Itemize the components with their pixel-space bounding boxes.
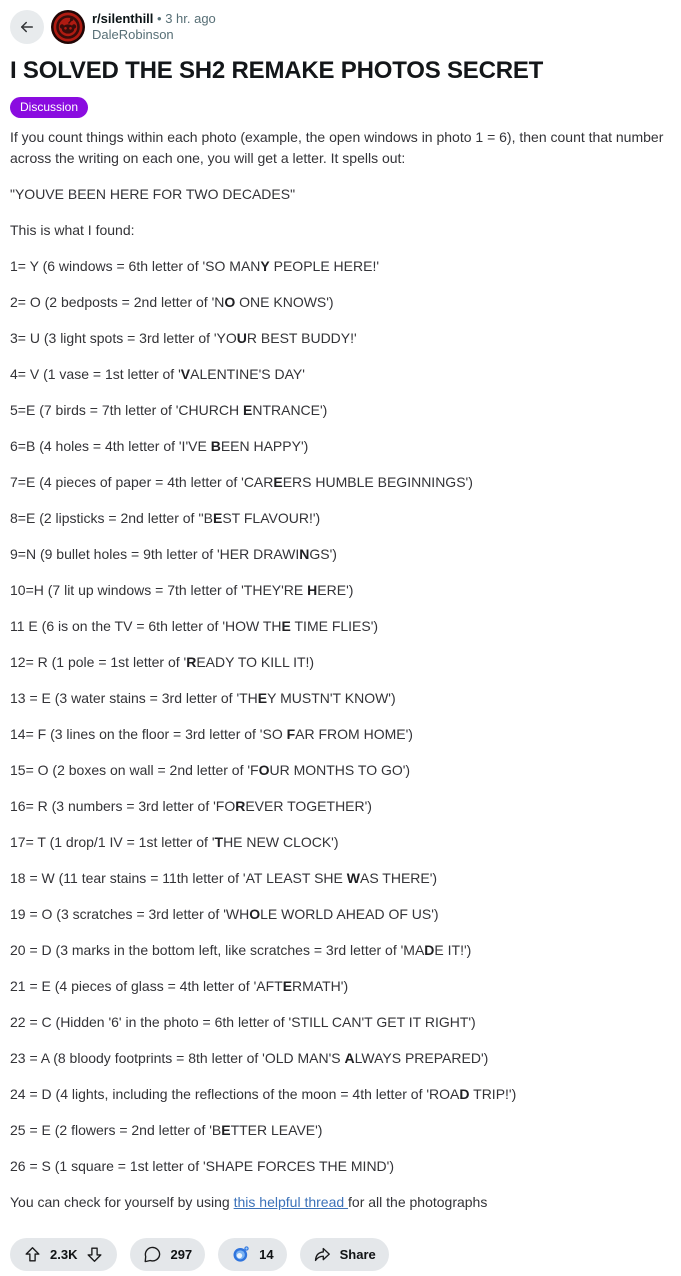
- helpful-thread-link[interactable]: this helpful thread: [233, 1193, 349, 1210]
- clue-line: 1= Y (6 windows = 6th letter of 'SO MANY PEOPLE HERE!': [10, 257, 379, 274]
- clue-line: 13 = E (3 water stains = 3rd letter of 'THEY MUSTN'T KNOW'): [10, 689, 396, 706]
- footer-paragraph: [10, 1192, 671, 1213]
- upvote-count: 2.3K: [50, 1246, 78, 1262]
- post-header: [10, 10, 671, 44]
- post-body: [10, 127, 671, 1228]
- award-icon: [231, 1244, 251, 1264]
- clue-line: 3= U (3 light spots = 3rd letter of 'YOUR BEST BUDDY!': [10, 329, 357, 346]
- clue-line: 15= O (2 boxes on wall = 2nd letter of 'FOUR MONTHS TO GO'): [10, 761, 411, 778]
- clue-line: 23 = A (8 bloody footprints = 8th letter of 'OLD MAN'S ALWAYS PREPARED'): [10, 1049, 489, 1066]
- author-name[interactable]: DaleRobinson: [92, 27, 174, 42]
- award-count: 14: [259, 1246, 274, 1262]
- post-title: I SOLVED THE SH2 REMAKE PHOTOS SECRET: [10, 57, 544, 84]
- post-action-bar: [10, 1228, 671, 1271]
- clue-line: 11 E (6 is on the TV = 6th letter of 'HOW THE TIME FLIES'): [10, 617, 379, 634]
- found-line: This is what I found:: [10, 221, 135, 238]
- post-meta: [92, 11, 216, 44]
- back-button[interactable]: [10, 10, 44, 44]
- clue-line: 14= F (3 lines on the floor = 3rd letter of 'SO FAR FROM HOME'): [10, 725, 413, 742]
- downvote-button[interactable]: [85, 1245, 104, 1264]
- clue-list: [10, 256, 671, 1177]
- awards-button[interactable]: [218, 1238, 286, 1271]
- subreddit-name[interactable]: r/silenthill: [92, 10, 154, 26]
- clue-line: 9=N (9 bullet holes = 9th letter of 'HER DRAWINGS'): [10, 545, 337, 562]
- footer-post: for all the photographs: [348, 1193, 488, 1210]
- clue-line: 20 = D (3 marks in the bottom left, like scratches = 3rd letter of 'MADE IT!'): [10, 941, 472, 958]
- clue-line: 5=E (7 birds = 7th letter of 'CHURCH ENTRANCE'): [10, 401, 328, 418]
- subreddit-avatar[interactable]: [51, 10, 85, 44]
- clue-line: 12= R (1 pole = 1st letter of 'READY TO KILL IT!): [10, 653, 315, 670]
- clue-line: 24 = D (4 lights, including the reflections of the moon = 4th letter of 'ROAD TRIP!'): [10, 1085, 517, 1102]
- clue-line: 10=H (7 lit up windows = 7th letter of 'THEY'RE HERE'): [10, 581, 354, 598]
- comment-count: 297: [170, 1246, 193, 1262]
- clue-line: 4= V (1 vase = 1st letter of 'VALENTINE'S DAY': [10, 365, 305, 382]
- clue-line: 17= T (1 drop/1 IV = 1st letter of 'THE NEW CLOCK'): [10, 833, 339, 850]
- comments-button[interactable]: [130, 1238, 205, 1271]
- clue-line: 2= O (2 bedposts = 2nd letter of 'NO ONE KNOWS'): [10, 293, 334, 310]
- footer-pre: You can check for yourself by using: [10, 1193, 234, 1210]
- clue-line: 18 = W (11 tear stains = 11th letter of 'AT LEAST SHE WAS THERE'): [10, 869, 438, 886]
- back-arrow-icon: [18, 18, 36, 36]
- decoded-quote: "YOUVE BEEN HERE FOR TWO DECADES": [10, 185, 296, 202]
- intro-paragraph: If you count things within each photo (example, the open windows in photo 1 = 6), then count that number across the writing on each one, you will get a letter. It spells out:: [10, 128, 664, 166]
- clue-line: 7=E (4 pieces of paper = 4th letter of 'CAREERS HUMBLE BEGINNINGS'): [10, 473, 473, 490]
- clue-line: 22 = C (Hidden '6' in the photo = 6th letter of 'STILL CAN'T GET IT RIGHT'): [10, 1013, 476, 1030]
- upvote-button[interactable]: [23, 1245, 42, 1264]
- clue-line: 19 = O (3 scratches = 3rd letter of 'WHOLE WORLD AHEAD OF US'): [10, 905, 439, 922]
- clue-line: 21 = E (4 pieces of glass = 4th letter of 'AFTERMATH'): [10, 977, 349, 994]
- share-label: Share: [339, 1246, 376, 1262]
- clue-line: 25 = E (2 flowers = 2nd letter of 'BETTER LEAVE'): [10, 1121, 323, 1138]
- share-icon: [313, 1245, 332, 1264]
- post-timestamp: • 3 hr. ago: [157, 10, 216, 26]
- clue-line: 8=E (2 lipsticks = 2nd letter of ''BEST FLAVOUR!'): [10, 509, 321, 526]
- vote-pill[interactable]: [10, 1238, 117, 1271]
- clue-line: 16= R (3 numbers = 3rd letter of 'FOREVER TOGETHER'): [10, 797, 372, 814]
- clue-line: 26 = S (1 square = 1st letter of 'SHAPE FORCES THE MIND'): [10, 1157, 394, 1174]
- share-button[interactable]: [300, 1238, 389, 1271]
- comment-icon: [143, 1245, 162, 1264]
- flair-badge[interactable]: Discussion: [10, 97, 88, 118]
- clue-line: 6=B (4 holes = 4th letter of 'I'VE BEEN HAPPY'): [10, 437, 309, 454]
